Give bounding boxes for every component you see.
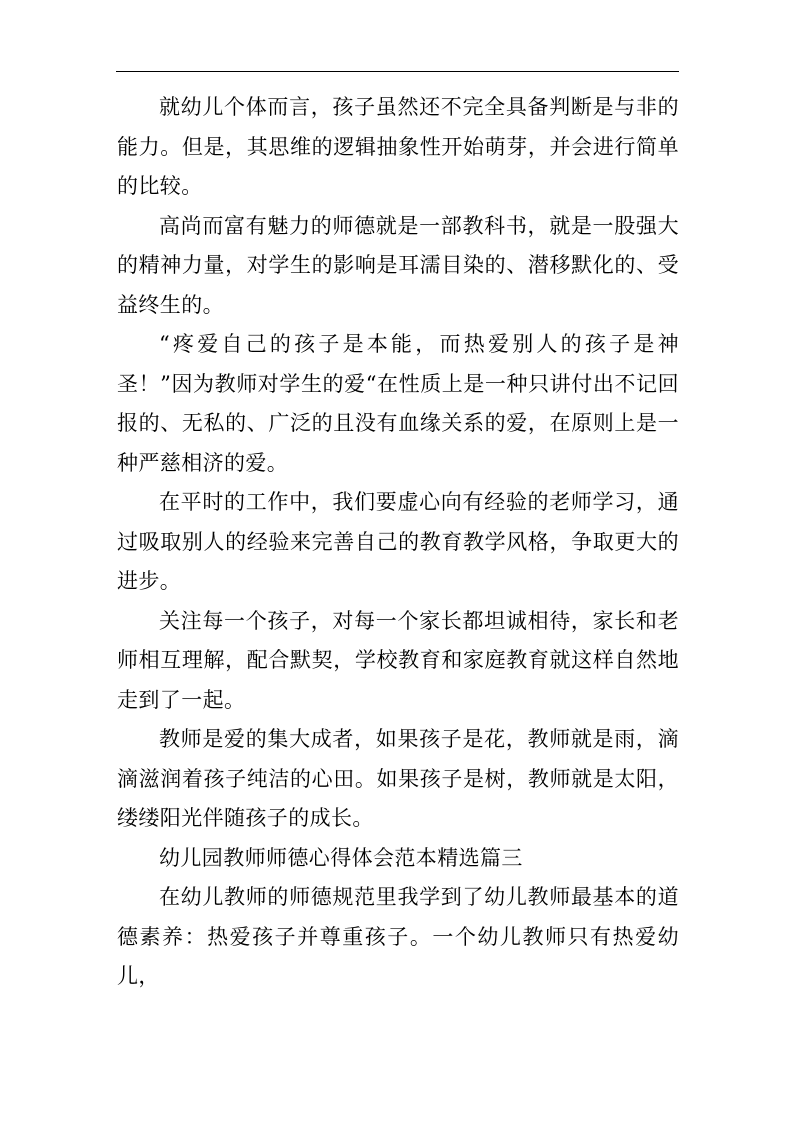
header-rule — [116, 71, 679, 72]
paragraph-5: 关注每一个孩子，对每一个家长都坦诚相待，家长和老师相互理解，配合默契，学校教育和家庭教育就这样自然地走到了一起。 — [117, 608, 679, 712]
paragraph-1: 就幼儿个体而言，孩子虽然还不完全具备判断是与非的能力。但是，其思维的逻辑抽象性开始萌芽，并会进行简单的比较。 — [117, 95, 679, 198]
paragraph-2: 高尚而富有魅力的师德就是一部教科书，就是一股强大的精神力量，对学生的影响是耳濡目染的、潜移默化的、受益终生的。 — [117, 213, 679, 317]
paragraph-6: 教师是爱的集大成者，如果孩子是花，教师就是雨，滴滴滋润着孩子纯洁的心田。如果孩子是树，教师就是太阳，缕缕阳光伴随孩子的成长。 — [117, 727, 679, 830]
section-heading: 幼儿园教师师德心得体会范本精选篇三 — [159, 845, 523, 870]
paragraph-3: “疼爱自己的孩子是本能，而热爱别人的孩子是神圣！”因为教师对学生的爱“在性质上是一种只讲付出不记回报的、无私的、广泛的且没有血缘关系的爱，在原则上是一种严慈相济的爱。 — [117, 332, 679, 475]
paragraph-7: 在幼儿教师的师德规范里我学到了幼儿教师最基本的道德素养：热爱孩子并尊重孩子。一个幼儿教师只有热爱幼儿， — [117, 885, 679, 988]
document-body — [117, 88, 679, 997]
paragraph-4: 在平时的工作中，我们要虚心向有经验的老师学习，通过吸取别人的经验来完善自己的教育教学风格，争取更大的进步。 — [117, 490, 679, 593]
